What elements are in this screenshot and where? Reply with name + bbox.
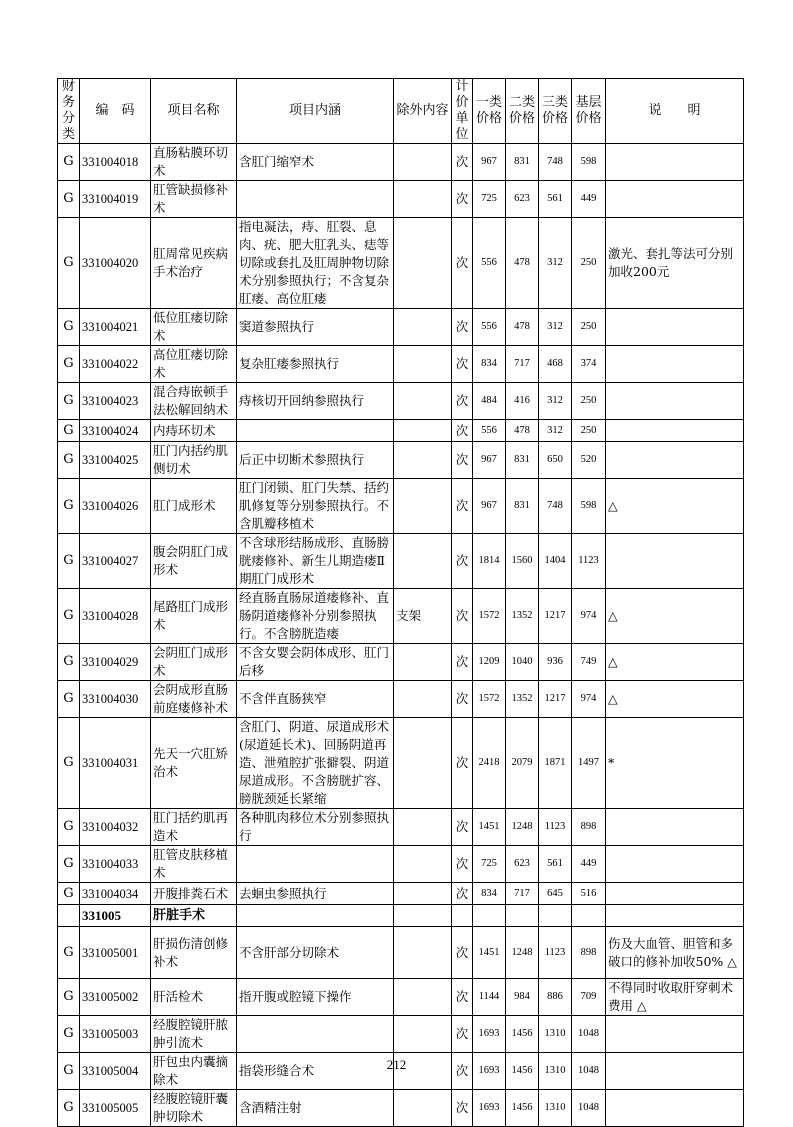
unit-cell: 次: [452, 644, 473, 681]
price3-cell: 312: [539, 218, 572, 309]
price-base-cell: 1123: [572, 534, 606, 589]
price1-cell: 834: [473, 883, 506, 905]
price1-cell: 967: [473, 144, 506, 181]
header-unit: 计价单位: [452, 79, 473, 144]
note-cell: △: [606, 644, 744, 681]
price2-cell: 831: [506, 479, 539, 534]
code-cell: 331004028: [80, 589, 151, 644]
exclusion-cell: [394, 1016, 452, 1053]
price1-cell: 2418: [473, 718, 506, 809]
unit-cell: 次: [452, 442, 473, 479]
table-row: [58, 718, 744, 809]
table-row: [58, 218, 744, 309]
price2-cell: 478: [506, 420, 539, 442]
item-content-cell: 含肛门缩窄术: [237, 144, 394, 181]
category-cell: G: [58, 718, 80, 809]
price2-cell: 1040: [506, 644, 539, 681]
price-base-cell: 974: [572, 681, 606, 718]
item-content-cell: 指电凝法，痔、肛裂、息肉、疣、肥大肛乳头、痣等切除或套扎及肛周肿物切除术分别参照执行；不含复杂肛瘘、高位肛瘘: [237, 218, 394, 309]
unit-cell: 次: [452, 1090, 473, 1127]
price2-cell: 623: [506, 181, 539, 218]
price-base-cell: 250: [572, 383, 606, 420]
table-row: [58, 846, 744, 883]
category-cell: G: [58, 218, 80, 309]
header-category: 财务分类: [58, 79, 80, 144]
price3-cell: 1310: [539, 1090, 572, 1127]
header-exclusion: 除外内容: [394, 79, 452, 144]
category-cell: G: [58, 809, 80, 846]
item-content-cell: 不含女婴会阴体成形、肛门后移: [237, 644, 394, 681]
price1-cell: 725: [473, 846, 506, 883]
price1-cell: 1693: [473, 1090, 506, 1127]
price2-cell: 717: [506, 346, 539, 383]
item-name-cell: 肝活检术: [151, 979, 237, 1016]
price1-cell: 1572: [473, 589, 506, 644]
price3-cell: 312: [539, 420, 572, 442]
table-row: [58, 589, 744, 644]
price-base-cell: 1497: [572, 718, 606, 809]
table-row: [58, 442, 744, 479]
item-name-cell: 肛门内括约肌侧切术: [151, 442, 237, 479]
section-title: 肝脏手术: [151, 905, 237, 927]
exclusion-cell: [394, 181, 452, 218]
table-row: [58, 809, 744, 846]
item-name-cell: 肝包虫内囊摘除术: [151, 1053, 237, 1090]
note-cell: [606, 1016, 744, 1053]
price2-cell: 623: [506, 846, 539, 883]
unit-cell: 次: [452, 681, 473, 718]
price2-cell: 478: [506, 218, 539, 309]
price3-cell: 468: [539, 346, 572, 383]
item-name-cell: 肝损伤清创修补术: [151, 927, 237, 979]
price1-cell: 967: [473, 442, 506, 479]
section-empty-cell: [606, 905, 744, 927]
price3-cell: 645: [539, 883, 572, 905]
price3-cell: 312: [539, 383, 572, 420]
item-content-cell: 含酒精注射: [237, 1090, 394, 1127]
price-base-cell: 1048: [572, 1053, 606, 1090]
category-cell: G: [58, 927, 80, 979]
fee-schedule-table: [57, 78, 744, 1127]
price3-cell: 748: [539, 479, 572, 534]
item-name-cell: 会阴肛门成形术: [151, 644, 237, 681]
code-cell: 331005005: [80, 1090, 151, 1127]
price-base-cell: 520: [572, 442, 606, 479]
note-cell: [606, 144, 744, 181]
item-name-cell: 开腹排粪石术: [151, 883, 237, 905]
unit-cell: 次: [452, 718, 473, 809]
table-row: [58, 420, 744, 442]
price1-cell: 1814: [473, 534, 506, 589]
price1-cell: 1144: [473, 979, 506, 1016]
item-name-cell: 内痔环切术: [151, 420, 237, 442]
item-name-cell: 肛周常见疾病手术治疗: [151, 218, 237, 309]
item-content-cell: 不含伴直肠狭窄: [237, 681, 394, 718]
section-empty-cell: [473, 905, 506, 927]
section-code: 331005: [80, 905, 151, 927]
price3-cell: 650: [539, 442, 572, 479]
item-content-cell: 不含球形结肠成形、直肠膀胱瘘修补、新生儿期造瘘Ⅱ期肛门成形术: [237, 534, 394, 589]
price1-cell: 725: [473, 181, 506, 218]
exclusion-cell: [394, 979, 452, 1016]
category-cell: G: [58, 644, 80, 681]
item-content-cell: [237, 846, 394, 883]
category-cell: G: [58, 181, 80, 218]
unit-cell: 次: [452, 479, 473, 534]
section-empty-cell: [572, 905, 606, 927]
price3-cell: 1123: [539, 927, 572, 979]
unit-cell: 次: [452, 218, 473, 309]
header-price1: 一类价格: [473, 79, 506, 144]
exclusion-cell: [394, 309, 452, 346]
price1-cell: 556: [473, 218, 506, 309]
note-cell: 伤及大血管、胆管和多破口的修补加收50% △: [606, 927, 744, 979]
item-name-cell: 会阴成形直肠前庭瘘修补术: [151, 681, 237, 718]
item-name-cell: 肛管皮肤移植术: [151, 846, 237, 883]
price-base-cell: 449: [572, 846, 606, 883]
exclusion-cell: [394, 218, 452, 309]
header-price2: 二类价格: [506, 79, 539, 144]
price-base-cell: 898: [572, 809, 606, 846]
header-note: 说 明: [606, 79, 744, 144]
unit-cell: 次: [452, 181, 473, 218]
item-name-cell: 先天一穴肛矫治术: [151, 718, 237, 809]
table-row: [58, 681, 744, 718]
item-content-cell: 含肛门、阴道、尿道成形术(尿道延长术)、回肠阴道再造、泄殖腔扩张擗裂、阴道尿道成形。不含膀胱扩容、膀胱颈延长紧缩: [237, 718, 394, 809]
code-cell: 331004025: [80, 442, 151, 479]
price2-cell: 1456: [506, 1090, 539, 1127]
item-content-cell: [237, 1016, 394, 1053]
note-cell: [606, 1090, 744, 1127]
table-row: [58, 144, 744, 181]
category-cell: G: [58, 1053, 80, 1090]
price2-cell: 831: [506, 442, 539, 479]
note-cell: 激光、套扎等法可分别加收200元: [606, 218, 744, 309]
table-row: [58, 927, 744, 979]
item-content-cell: 肛门闭锁、肛门失禁、括约肌修复等分别参照执行。不含肌瓣移植术: [237, 479, 394, 534]
code-cell: 331004018: [80, 144, 151, 181]
exclusion-cell: [394, 383, 452, 420]
item-content-cell: 不含肝部分切除术: [237, 927, 394, 979]
exclusion-cell: [394, 420, 452, 442]
price-base-cell: 1048: [572, 1090, 606, 1127]
note-cell: 不得同时收取肝穿刺术费用 △: [606, 979, 744, 1016]
code-cell: 331004024: [80, 420, 151, 442]
price-base-cell: 709: [572, 979, 606, 1016]
price1-cell: 834: [473, 346, 506, 383]
header-content: 项目内涵: [237, 79, 394, 144]
item-name-cell: 低位肛瘘切除术: [151, 309, 237, 346]
table-row: [58, 309, 744, 346]
exclusion-cell: [394, 479, 452, 534]
note-cell: [606, 309, 744, 346]
item-content-cell: 指开腹或腔镜下操作: [237, 979, 394, 1016]
header-code: 编 码: [80, 79, 151, 144]
category-cell: G: [58, 383, 80, 420]
table-row: [58, 479, 744, 534]
unit-cell: 次: [452, 420, 473, 442]
price3-cell: 561: [539, 181, 572, 218]
note-cell: [606, 883, 744, 905]
code-cell: 331004034: [80, 883, 151, 905]
note-cell: [606, 809, 744, 846]
unit-cell: 次: [452, 1016, 473, 1053]
note-cell: [606, 420, 744, 442]
table-row: [58, 181, 744, 218]
price-base-cell: 374: [572, 346, 606, 383]
code-cell: 331004020: [80, 218, 151, 309]
category-cell: G: [58, 1090, 80, 1127]
code-cell: 331004030: [80, 681, 151, 718]
unit-cell: 次: [452, 589, 473, 644]
section-row: [58, 905, 744, 927]
unit-cell: 次: [452, 534, 473, 589]
price1-cell: 1693: [473, 1016, 506, 1053]
price-base-cell: 749: [572, 644, 606, 681]
note-cell: [606, 534, 744, 589]
note-cell: *: [606, 718, 744, 809]
price1-cell: 1451: [473, 927, 506, 979]
item-content-cell: [237, 181, 394, 218]
item-content-cell: 指袋形缝合术: [237, 1053, 394, 1090]
section-empty-cell: [394, 905, 452, 927]
price3-cell: 936: [539, 644, 572, 681]
price3-cell: 1404: [539, 534, 572, 589]
price-base-cell: 974: [572, 589, 606, 644]
price-base-cell: 250: [572, 218, 606, 309]
exclusion-cell: [394, 883, 452, 905]
table-row: [58, 383, 744, 420]
price3-cell: 312: [539, 309, 572, 346]
code-cell: 331005002: [80, 979, 151, 1016]
exclusion-cell: [394, 809, 452, 846]
item-name-cell: 腹会阴肛门成形术: [151, 534, 237, 589]
code-cell: 331004022: [80, 346, 151, 383]
price-base-cell: 1048: [572, 1016, 606, 1053]
item-name-cell: 高位肛瘘切除术: [151, 346, 237, 383]
code-cell: 331004027: [80, 534, 151, 589]
code-cell: 331004019: [80, 181, 151, 218]
price2-cell: 2079: [506, 718, 539, 809]
category-cell: G: [58, 144, 80, 181]
code-cell: 331004032: [80, 809, 151, 846]
note-cell: [606, 383, 744, 420]
item-content-cell: 去蛔虫参照执行: [237, 883, 394, 905]
price3-cell: 561: [539, 846, 572, 883]
unit-cell: 次: [452, 927, 473, 979]
exclusion-cell: [394, 644, 452, 681]
price3-cell: 748: [539, 144, 572, 181]
section-empty-cell: [539, 905, 572, 927]
code-cell: 331005001: [80, 927, 151, 979]
price2-cell: 1352: [506, 589, 539, 644]
category-cell: G: [58, 479, 80, 534]
price2-cell: 1560: [506, 534, 539, 589]
table-row: [58, 346, 744, 383]
exclusion-cell: [394, 846, 452, 883]
category-cell: G: [58, 883, 80, 905]
note-cell: △: [606, 589, 744, 644]
category-cell: G: [58, 1016, 80, 1053]
price2-cell: 1248: [506, 809, 539, 846]
exclusion-cell: [394, 346, 452, 383]
item-name-cell: 直肠粘膜环切术: [151, 144, 237, 181]
item-content-cell: 窦道参照执行: [237, 309, 394, 346]
item-name-cell: 经腹腔镜肝囊肿切除术: [151, 1090, 237, 1127]
price1-cell: 484: [473, 383, 506, 420]
price-base-cell: 449: [572, 181, 606, 218]
item-name-cell: 肛门成形术: [151, 479, 237, 534]
note-cell: △: [606, 479, 744, 534]
price2-cell: 1456: [506, 1053, 539, 1090]
section-empty-cell: [237, 905, 394, 927]
category-cell: G: [58, 420, 80, 442]
unit-cell: 次: [452, 346, 473, 383]
unit-cell: 次: [452, 846, 473, 883]
section-empty-cell: [506, 905, 539, 927]
section-empty-cell: [58, 905, 80, 927]
table-row: [58, 979, 744, 1016]
price1-cell: 967: [473, 479, 506, 534]
item-name-cell: 经腹腔镜肝脓肿引流术: [151, 1016, 237, 1053]
unit-cell: 次: [452, 979, 473, 1016]
price1-cell: 1693: [473, 1053, 506, 1090]
price-base-cell: 598: [572, 479, 606, 534]
item-name-cell: 肛管缺损修补术: [151, 181, 237, 218]
header-price-base: 基层价格: [572, 79, 606, 144]
table-header-row: [58, 79, 744, 144]
item-content-cell: 经直肠直肠尿道瘘修补、直肠阴道瘘修补分别参照执行。不含膀胱造瘘: [237, 589, 394, 644]
price-base-cell: 250: [572, 420, 606, 442]
price3-cell: 1310: [539, 1053, 572, 1090]
category-cell: G: [58, 309, 80, 346]
note-cell: [606, 846, 744, 883]
price1-cell: 1572: [473, 681, 506, 718]
section-empty-cell: [452, 905, 473, 927]
price1-cell: 556: [473, 309, 506, 346]
unit-cell: 次: [452, 309, 473, 346]
price1-cell: 556: [473, 420, 506, 442]
price1-cell: 1451: [473, 809, 506, 846]
code-cell: 331004033: [80, 846, 151, 883]
item-name-cell: 尾路肛门成形术: [151, 589, 237, 644]
item-content-cell: 后正中切断术参照执行: [237, 442, 394, 479]
note-cell: [606, 346, 744, 383]
price-base-cell: 598: [572, 144, 606, 181]
price2-cell: 478: [506, 309, 539, 346]
table-row: [58, 1090, 744, 1127]
exclusion-cell: [394, 442, 452, 479]
price-base-cell: 898: [572, 927, 606, 979]
price2-cell: 984: [506, 979, 539, 1016]
item-content-cell: 各种肌肉移位术分别参照执行: [237, 809, 394, 846]
price2-cell: 1456: [506, 1016, 539, 1053]
table-row: [58, 644, 744, 681]
header-name: 项目名称: [151, 79, 237, 144]
category-cell: G: [58, 442, 80, 479]
category-cell: G: [58, 589, 80, 644]
exclusion-cell: 支架: [394, 589, 452, 644]
price3-cell: 1123: [539, 809, 572, 846]
price3-cell: 1217: [539, 681, 572, 718]
price3-cell: 1310: [539, 1016, 572, 1053]
page-number: 212: [386, 1057, 407, 1072]
unit-cell: 次: [452, 144, 473, 181]
price3-cell: 1871: [539, 718, 572, 809]
code-cell: 331004031: [80, 718, 151, 809]
item-content-cell: [237, 420, 394, 442]
code-cell: 331004021: [80, 309, 151, 346]
category-cell: G: [58, 979, 80, 1016]
table-row: [58, 534, 744, 589]
unit-cell: 次: [452, 383, 473, 420]
table-row: [58, 883, 744, 905]
item-content-cell: 痔核切开回纳参照执行: [237, 383, 394, 420]
price3-cell: 886: [539, 979, 572, 1016]
note-cell: [606, 442, 744, 479]
item-content-cell: 复杂肛瘘参照执行: [237, 346, 394, 383]
code-cell: 331004023: [80, 383, 151, 420]
exclusion-cell: [394, 144, 452, 181]
price2-cell: 416: [506, 383, 539, 420]
code-cell: 331005003: [80, 1016, 151, 1053]
price3-cell: 1217: [539, 589, 572, 644]
item-name-cell: 肛门括约肌再造术: [151, 809, 237, 846]
unit-cell: 次: [452, 809, 473, 846]
exclusion-cell: [394, 681, 452, 718]
item-name-cell: 混合痔嵌顿手法松解回纳术: [151, 383, 237, 420]
category-cell: G: [58, 846, 80, 883]
price2-cell: 1248: [506, 927, 539, 979]
exclusion-cell: [394, 927, 452, 979]
exclusion-cell: [394, 1090, 452, 1127]
price2-cell: 831: [506, 144, 539, 181]
exclusion-cell: [394, 534, 452, 589]
category-cell: G: [58, 346, 80, 383]
unit-cell: 次: [452, 883, 473, 905]
category-cell: G: [58, 681, 80, 718]
code-cell: 331005004: [80, 1053, 151, 1090]
code-cell: 331004026: [80, 479, 151, 534]
price-base-cell: 516: [572, 883, 606, 905]
category-cell: G: [58, 534, 80, 589]
price-base-cell: 250: [572, 309, 606, 346]
unit-cell: 次: [452, 1053, 473, 1090]
note-cell: [606, 181, 744, 218]
exclusion-cell: [394, 718, 452, 809]
table-row: [58, 1016, 744, 1053]
price2-cell: 1352: [506, 681, 539, 718]
note-cell: △: [606, 681, 744, 718]
price2-cell: 717: [506, 883, 539, 905]
header-price3: 三类价格: [539, 79, 572, 144]
price1-cell: 1209: [473, 644, 506, 681]
code-cell: 331004029: [80, 644, 151, 681]
